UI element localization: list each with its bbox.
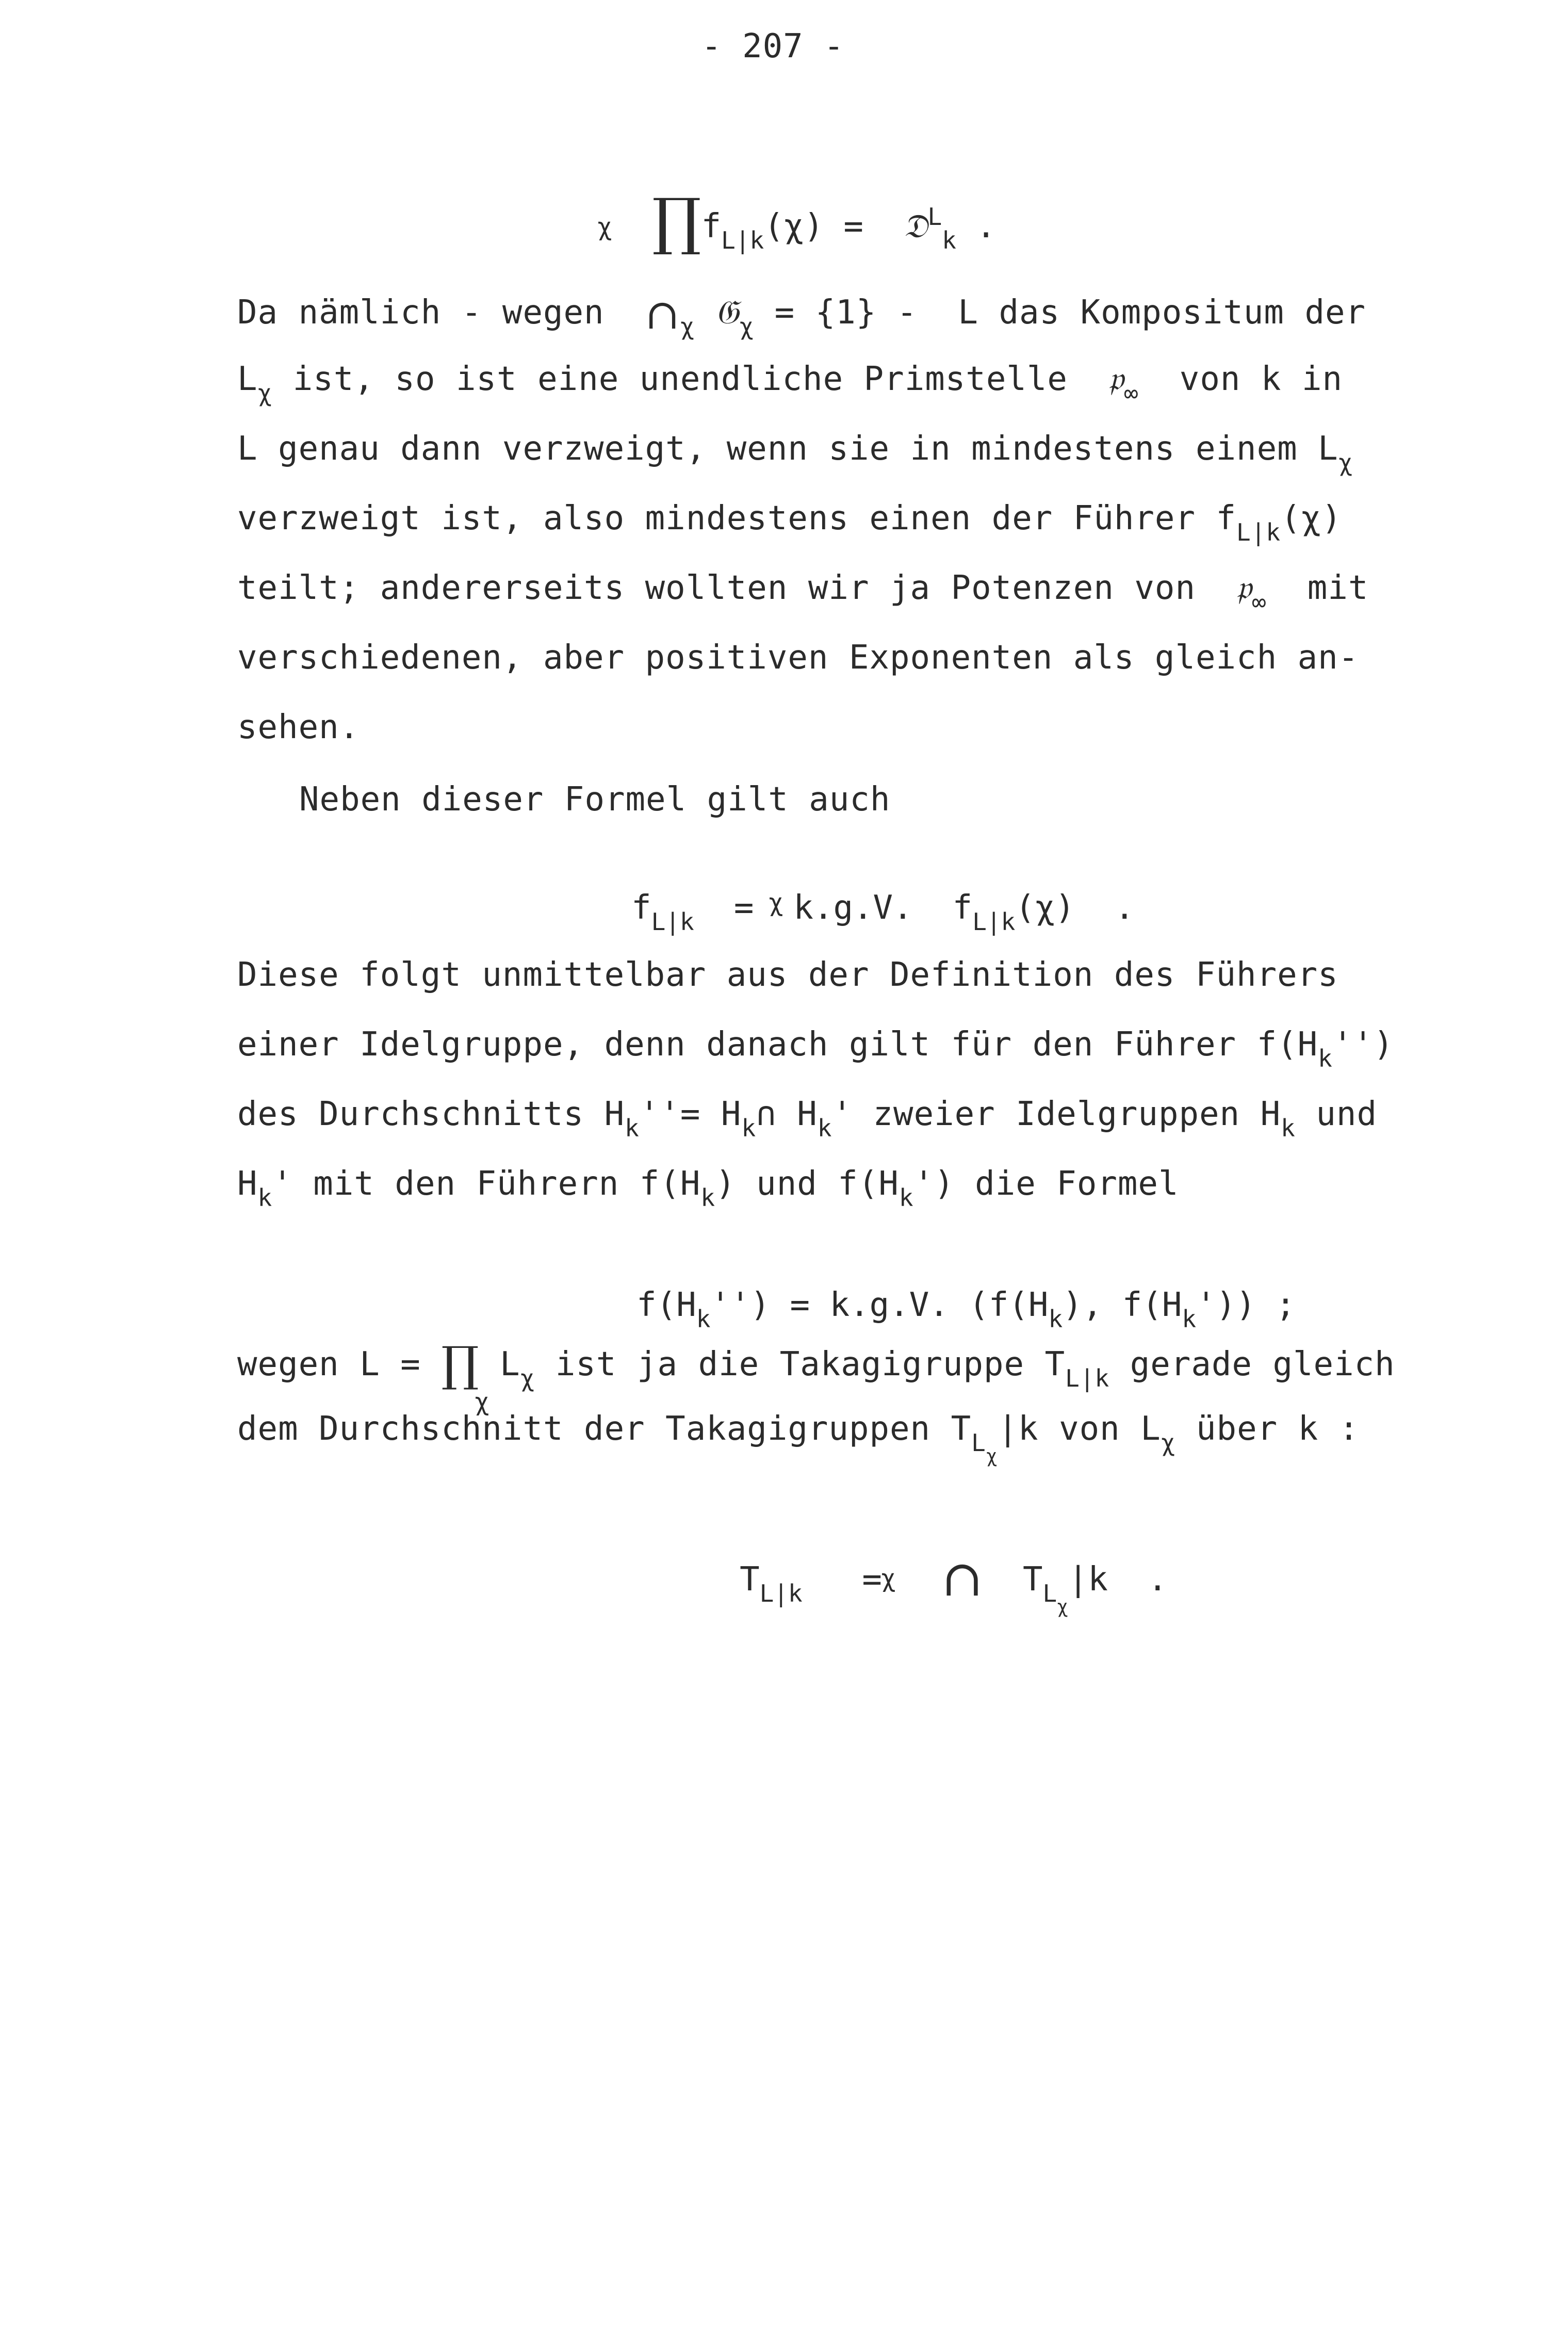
- text-line: wegen L = ∏ $L_\chi$ ist ja die Takagigruppe $T_{L|k}$ gerade gleich: [237, 1337, 1395, 1392]
- text-line: $H_k'$ mit den Führern $f(H_k)$ und $f(H_k')$ die Formel: [237, 1165, 1179, 1212]
- formula-product-conductors: $\prod f_{L|k}(\chi)$ = 𝔇$^L_k$ . χ: [597, 186, 996, 257]
- text-line: einer Idelgruppe, denn danach gilt für den Führer $f(H_k'')$: [237, 1026, 1394, 1072]
- page-number: - 207 -: [701, 27, 844, 66]
- formula-lcm-conductor: $f_{L|k} = k.g.V$. $f_{L|k}(\chi)$ . χ: [631, 888, 1135, 936]
- text-line: dem Durchschnitt der Takagigruppen $T_{L\chi}|k$ von $L_\chi$ über k :: [237, 1410, 1360, 1467]
- text-line: Da nämlich - wegen $\cap_\chi$ 𝔊$_\chi$ = {1} - L das Kompositum der: [237, 290, 1366, 340]
- product-index: χ: [475, 1388, 489, 1417]
- product-symbol: ∏: [652, 186, 701, 257]
- formula-intersection-conductor: $f(H_k'') = k.g.V$. ($f(H_k)$, $f(H_k')$) ;: [636, 1286, 1296, 1333]
- text-line: Diese folgt unmittelbar aus der Definition des Führers: [237, 956, 1338, 994]
- text-line: verschiedenen, aber positiven Exponenten als gleich an-: [237, 639, 1359, 677]
- text-line: des Durchschnitts $H_k''=$ $H_k\cap$ $H_k'$ zweier Idelgruppen $H_k$ und: [237, 1095, 1377, 1142]
- formula-takagi-intersection: $T_{L|k}$ = ∩ $T_{L\chi}|k$ . χ: [740, 1550, 1168, 1618]
- text-line: Neben dieser Formel gilt auch: [299, 780, 891, 819]
- text-line: L genau dann verzweigt, wenn sie in mindestens einem $L_\chi$: [237, 430, 1353, 477]
- text-line: $L_\chi$ ist, so ist eine unendliche Primstelle 𝔭$_\infty$ von k in: [237, 360, 1343, 407]
- text-line: sehen.: [237, 708, 360, 746]
- text-line: teilt; andererseits wollten wir ja Potenzen von 𝔭$_\infty$ mit: [237, 569, 1369, 616]
- text-line: verzweigt ist, also mindestens einen der Führer $f_{L|k}(\chi)$: [237, 499, 1342, 546]
